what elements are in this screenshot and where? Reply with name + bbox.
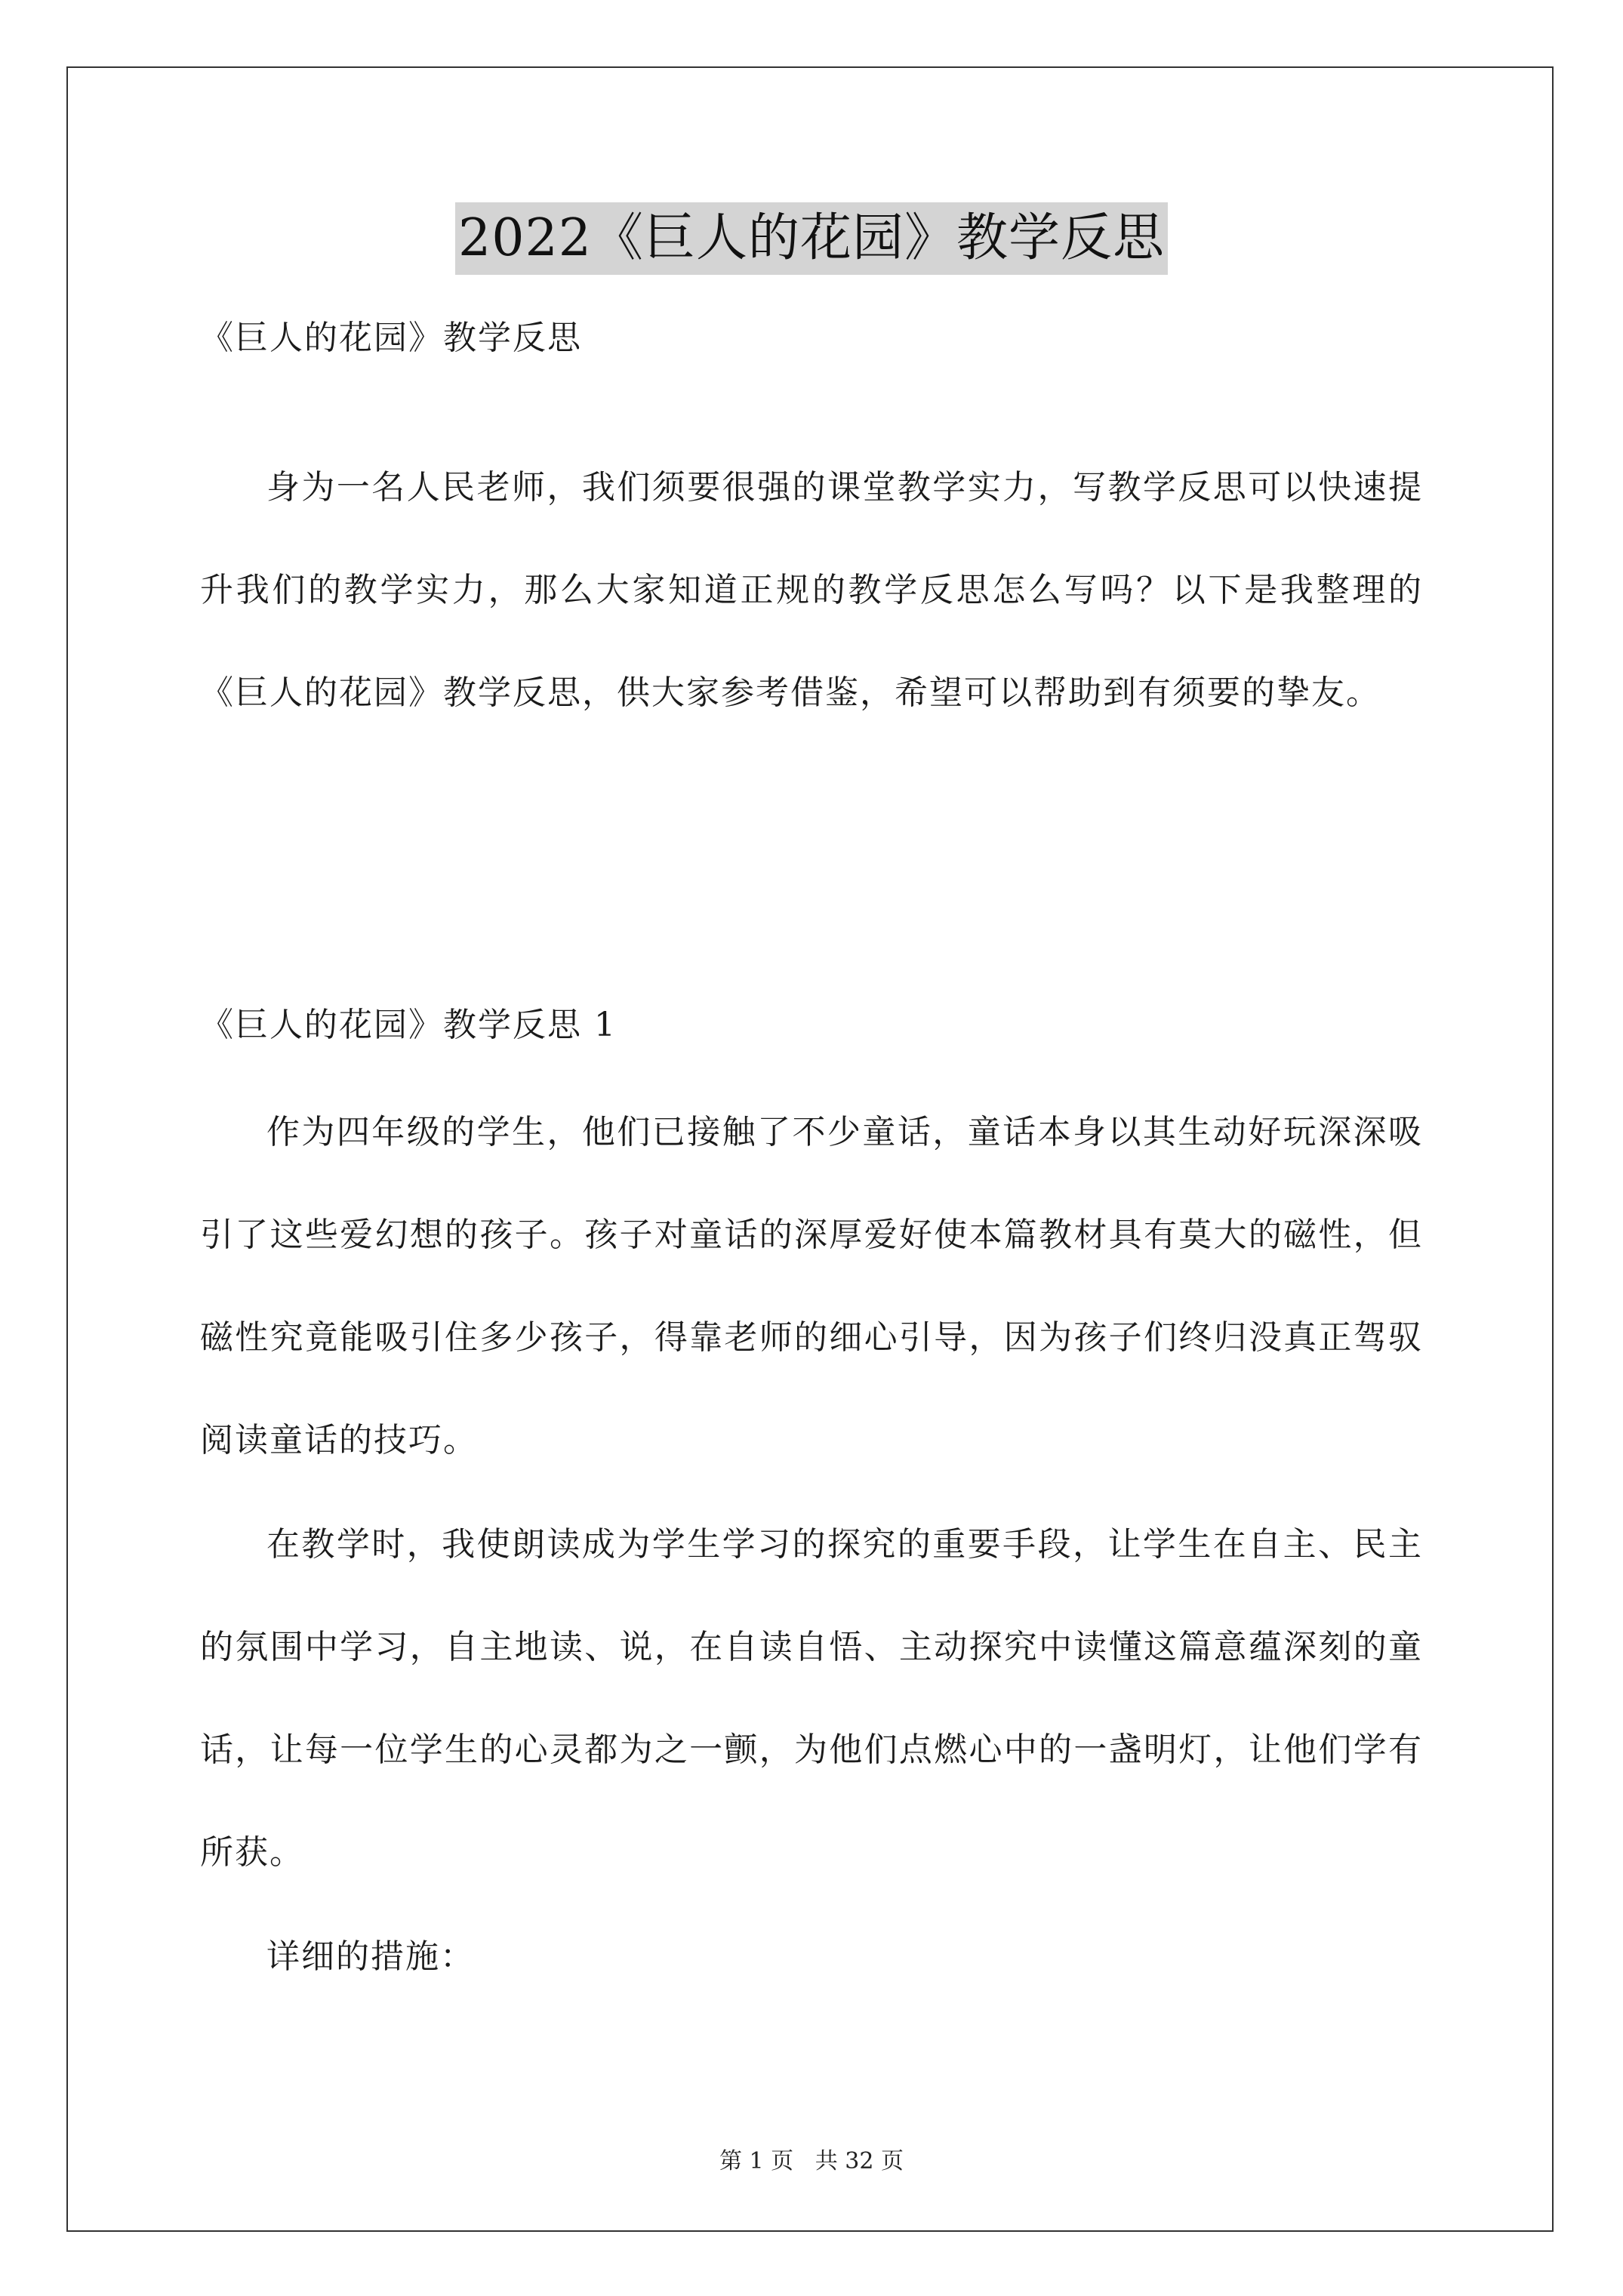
section-heading: 《巨人的花园》教学反思 1: [200, 1006, 617, 1044]
body-paragraph-2: 在教学时，我使朗读成为学生学习的探究的重要手段，让学生在自主、民主的氛围中学习，自主地读、说，在自读自悟、主动探究中读懂这篇意蕴深刻的童话，让每一位学生的心灵都为之一颤，为他们点燃心中的一盏明灯，让他们学有所获。: [200, 1525, 1423, 1872]
page-footer: [0, 2147, 1623, 2177]
document-title-text: 2022《巨人的花园》教学反思: [455, 202, 1168, 275]
body-paragraph-3: 详细的措施：: [266, 1937, 475, 1976]
document-title: [0, 202, 1623, 275]
page-total: 共 32 页: [815, 2148, 904, 2174]
intro-paragraph: 身为一名人民老师，我们须要很强的课堂教学实力，写教学反思可以快速提升我们的教学实力，那么大家知道正规的教学反思怎么写吗？以下是我整理的《巨人的花园》教学反思，供大家参考借鉴，希望可以帮助到有须要的挚友。: [200, 468, 1423, 712]
body-paragraph-1: 作为四年级的学生，他们已接触了不少童话，童话本身以其生动好玩深深吸引了这些爱幻想的孩子。孩子对童话的深厚爱好使本篇教材具有莫大的磁性，但磁性究竟能吸引住多少孩子，得靠老师的细心引导，因为孩子们终归没真正驾驭阅读童话的技巧。: [200, 1113, 1423, 1459]
subtitle-heading: 《巨人的花园》教学反思: [200, 319, 582, 357]
page-number: 第 1 页: [719, 2148, 794, 2174]
